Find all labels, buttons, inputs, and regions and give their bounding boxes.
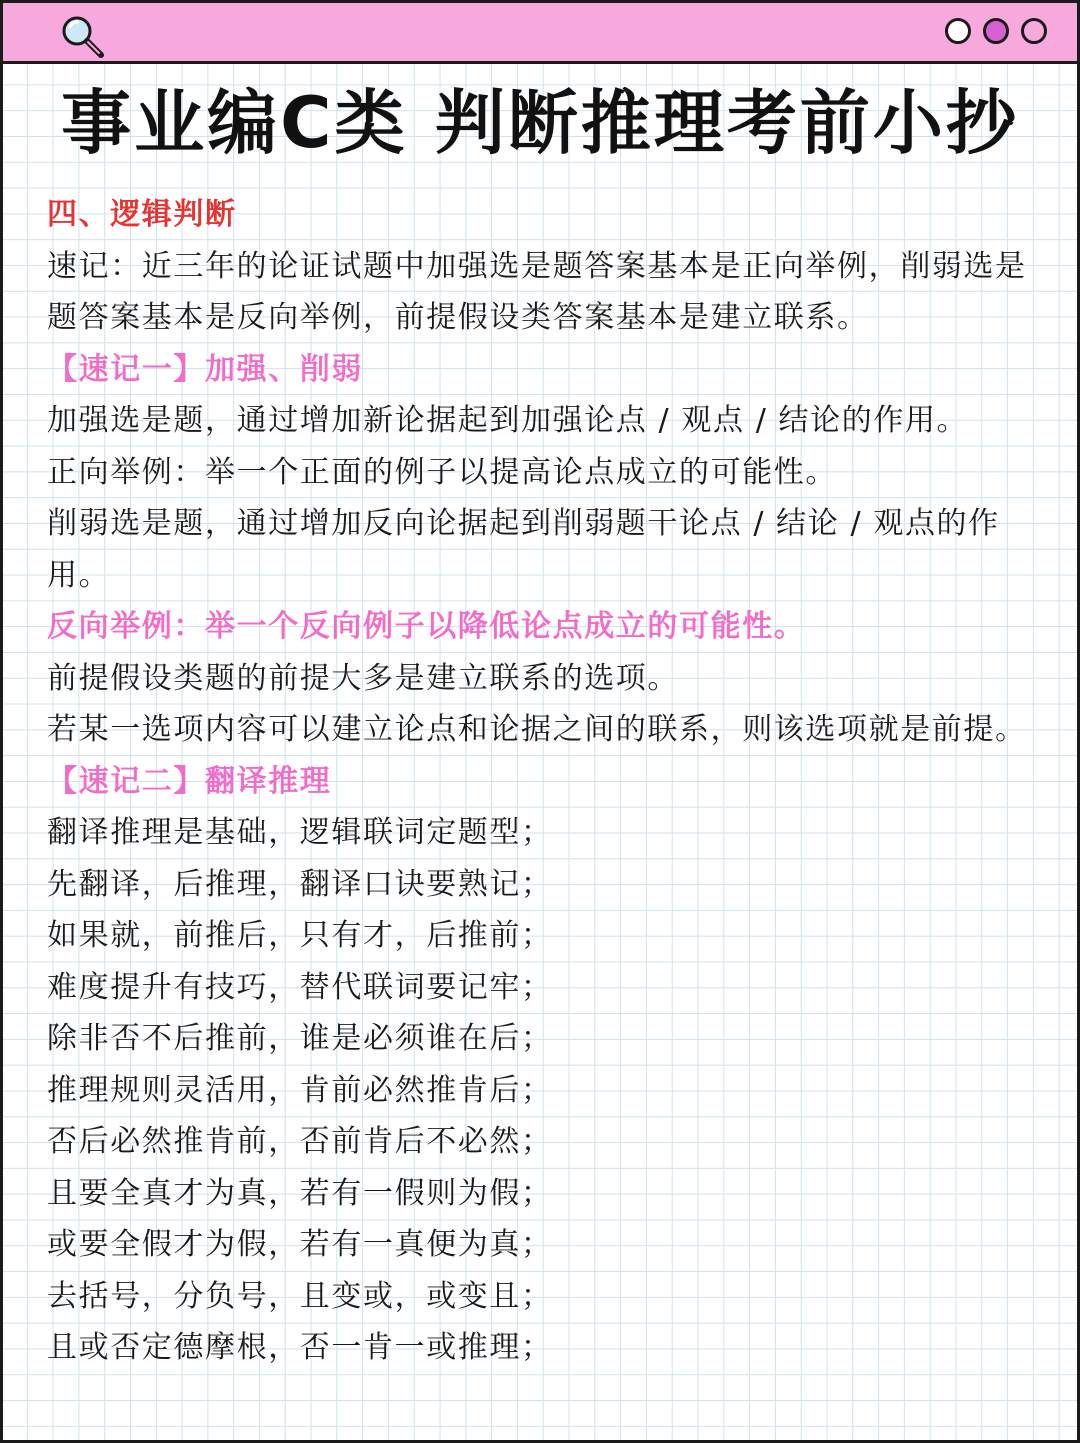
memo1-line: 前提假设类题的前提大多是建立联系的选项。 xyxy=(47,660,679,696)
memo1-line: 加强选是题，通过增加新论据起到加强论点 / 观点 / 结论的作用。 xyxy=(47,403,969,438)
magnifier-icon xyxy=(59,13,105,59)
memo1-line: 削弱选是题，通过增加反向论据起到削弱题干论点 / 结论 / 观点的作用。 xyxy=(47,506,1000,593)
verse-line: 除非否不后推前，谁是必须谁在后； xyxy=(47,1021,553,1056)
window-dot-white xyxy=(945,18,971,44)
memo1-line: 正向举例：举一个正面的例子以提高论点成立的可能性。 xyxy=(47,454,837,490)
verse-line: 如果就，前推后，只有才，后推前； xyxy=(47,918,553,953)
verse-line: 难度提升有技巧，替代联词要记牢； xyxy=(47,969,553,1005)
verse-line: 推理规则灵活用，肯前必然推肯后； xyxy=(47,1072,553,1108)
page-title: 事业编C类 判断推理考前小抄 xyxy=(61,82,1019,164)
verse-line: 翻译推理是基础，逻辑联词定题型； xyxy=(47,815,553,850)
verse-line: 或要全假才为假，若有一真便为真； xyxy=(47,1227,553,1262)
content-body xyxy=(47,189,1037,1374)
top-bar xyxy=(3,3,1077,64)
quick-note: 速记：近三年的论证试题中加强选是题答案基本是正向举例，削弱选是题答案基本是反向举例，前提假设类答案基本是建立联系。 xyxy=(47,248,1027,335)
window-dot-pink xyxy=(1021,18,1047,44)
memo1-heading: 【速记一】加强、削弱 xyxy=(47,351,363,387)
verse-line: 否后必然推肯前，否前肯后不必然； xyxy=(47,1124,553,1159)
verse-line: 且要全真才为真，若有一假则为假； xyxy=(47,1175,553,1211)
section-heading: 四、逻辑判断 xyxy=(47,197,237,232)
memo2-heading: 【速记二】翻译推理 xyxy=(47,763,332,799)
memo1-highlight: 反向举例：举一个反向例子以降低论点成立的可能性。 xyxy=(47,609,806,644)
window-dot-purple xyxy=(983,18,1009,44)
window-dots xyxy=(945,18,1047,44)
memo1-line: 若某一选项内容可以建立论点和论据之间的联系，则该选项就是前提。 xyxy=(47,712,1027,747)
verse-line: 去括号，分负号，且变或，或变且； xyxy=(47,1278,553,1314)
verse-line: 且或否定德摩根，否一肯一或推理； xyxy=(47,1330,553,1365)
verse-line: 先翻译，后推理，翻译口诀要熟记； xyxy=(47,866,553,902)
